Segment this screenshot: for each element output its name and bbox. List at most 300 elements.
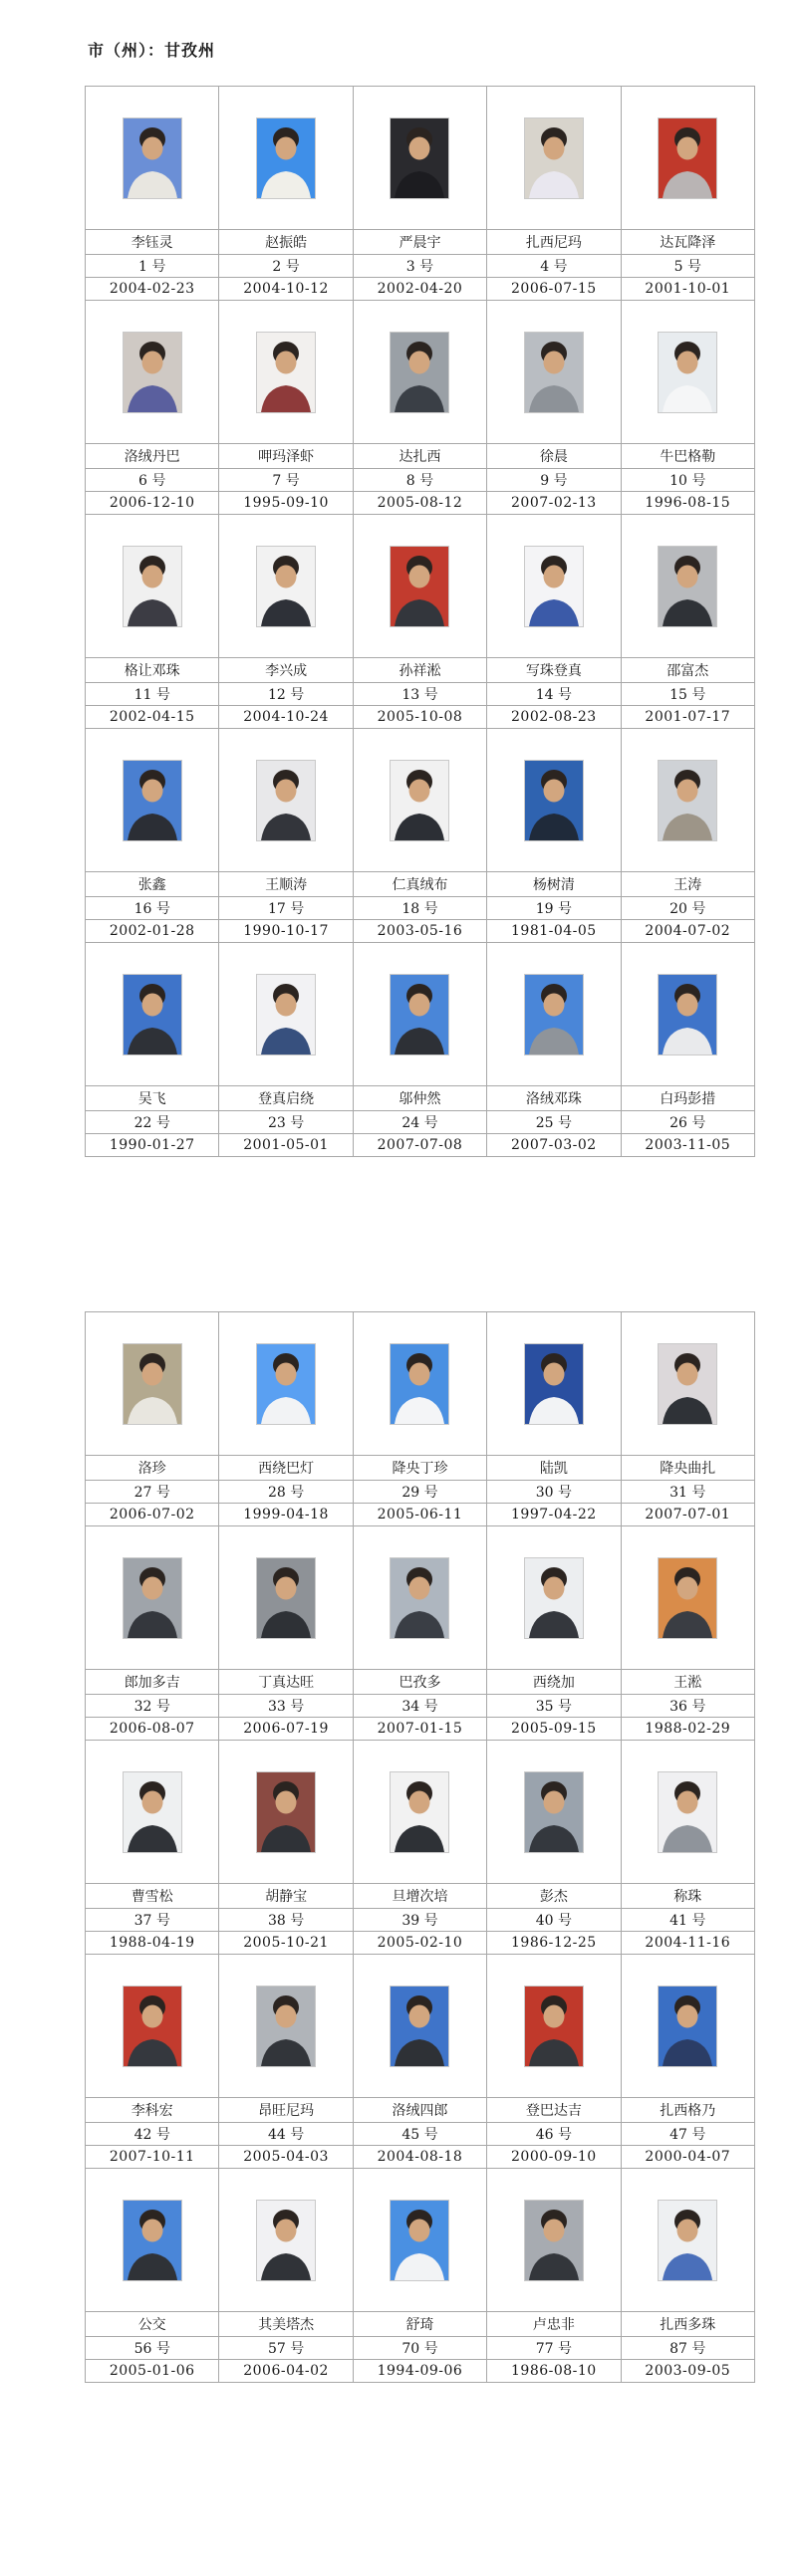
portrait-photo bbox=[123, 546, 182, 627]
person-birthdate: 1995-09-10 bbox=[219, 492, 353, 515]
person-silhouette-icon bbox=[525, 547, 583, 626]
photo-cell bbox=[353, 1955, 486, 2098]
person-number: 42 号 bbox=[86, 2123, 219, 2146]
person-name: 牛巴格勒 bbox=[621, 444, 754, 469]
person-silhouette-icon bbox=[525, 975, 583, 1054]
portrait-photo bbox=[390, 974, 449, 1055]
person-name: 写珠登真 bbox=[487, 658, 621, 683]
portrait-photo bbox=[524, 760, 584, 841]
person-silhouette-icon bbox=[525, 118, 583, 198]
person-silhouette-icon bbox=[525, 1558, 583, 1638]
person-number: 1 号 bbox=[86, 255, 219, 278]
person-silhouette-icon bbox=[124, 333, 181, 412]
person-birthdate: 2006-07-02 bbox=[86, 1504, 219, 1526]
portrait-photo bbox=[390, 546, 449, 627]
person-birthdate: 2003-11-05 bbox=[621, 1134, 754, 1157]
photo-row bbox=[86, 1312, 755, 1456]
person-birthdate: 1997-04-22 bbox=[487, 1504, 621, 1526]
person-number: 36 号 bbox=[621, 1695, 754, 1718]
name-row bbox=[86, 1456, 755, 1481]
person-birthdate: 2004-10-12 bbox=[219, 278, 353, 301]
person-name: 称珠 bbox=[621, 1884, 754, 1909]
name-row bbox=[86, 2312, 755, 2337]
portrait-photo bbox=[524, 1343, 584, 1425]
name-row bbox=[86, 1086, 755, 1111]
person-silhouette-icon bbox=[257, 2201, 315, 2280]
person-name: 赵振皓 bbox=[219, 230, 353, 255]
person-silhouette-icon bbox=[525, 1344, 583, 1424]
person-birthdate: 2004-07-02 bbox=[621, 920, 754, 943]
person-name: 呷玛泽虾 bbox=[219, 444, 353, 469]
portrait-photo bbox=[390, 1343, 449, 1425]
person-silhouette-icon bbox=[257, 1772, 315, 1852]
person-silhouette-icon bbox=[124, 547, 181, 626]
photo-row bbox=[86, 1526, 755, 1670]
photo-cell bbox=[487, 515, 621, 658]
portrait-photo bbox=[658, 974, 717, 1055]
person-silhouette-icon bbox=[391, 1772, 448, 1852]
portrait-photo bbox=[123, 1343, 182, 1425]
person-birthdate: 2001-07-17 bbox=[621, 706, 754, 729]
person-silhouette-icon bbox=[391, 1987, 448, 2066]
portrait-photo bbox=[256, 117, 316, 199]
person-name: 扎西多珠 bbox=[621, 2312, 754, 2337]
person-name: 扎西尼玛 bbox=[487, 230, 621, 255]
birthdate-row bbox=[86, 920, 755, 943]
photo-cell bbox=[487, 2169, 621, 2312]
person-name: 昂旺尼玛 bbox=[219, 2098, 353, 2123]
photo-cell bbox=[219, 729, 353, 872]
person-birthdate: 2004-10-24 bbox=[219, 706, 353, 729]
name-row bbox=[86, 230, 755, 255]
portrait-photo bbox=[256, 1986, 316, 2067]
person-silhouette-icon bbox=[659, 761, 716, 840]
person-silhouette-icon bbox=[525, 1987, 583, 2066]
person-birthdate: 2005-06-11 bbox=[353, 1504, 486, 1526]
person-silhouette-icon bbox=[659, 547, 716, 626]
person-birthdate: 2002-04-20 bbox=[353, 278, 486, 301]
person-birthdate: 2004-11-16 bbox=[621, 1932, 754, 1955]
person-number: 18 号 bbox=[353, 897, 486, 920]
person-birthdate: 1981-04-05 bbox=[487, 920, 621, 943]
portrait-photo bbox=[390, 1986, 449, 2067]
person-silhouette-icon bbox=[391, 1558, 448, 1638]
person-silhouette-icon bbox=[659, 1558, 716, 1638]
number-row bbox=[86, 255, 755, 278]
person-name: 王涛 bbox=[621, 872, 754, 897]
person-name: 西绕巴灯 bbox=[219, 1456, 353, 1481]
photo-cell bbox=[219, 1312, 353, 1456]
person-number: 40 号 bbox=[487, 1909, 621, 1932]
person-silhouette-icon bbox=[525, 761, 583, 840]
photo-row bbox=[86, 1955, 755, 2098]
portrait-photo bbox=[123, 117, 182, 199]
person-name: 丁真达旺 bbox=[219, 1670, 353, 1695]
person-birthdate: 1986-12-25 bbox=[487, 1932, 621, 1955]
person-name: 舒琦 bbox=[353, 2312, 486, 2337]
person-number: 4 号 bbox=[487, 255, 621, 278]
person-name: 格让邓珠 bbox=[86, 658, 219, 683]
photo-cell bbox=[86, 87, 219, 230]
portrait-photo bbox=[390, 760, 449, 841]
photo-cell bbox=[621, 515, 754, 658]
person-name: 张鑫 bbox=[86, 872, 219, 897]
person-silhouette-icon bbox=[525, 1772, 583, 1852]
person-silhouette-icon bbox=[659, 333, 716, 412]
photo-cell bbox=[487, 1526, 621, 1670]
person-birthdate: 2001-05-01 bbox=[219, 1134, 353, 1157]
person-number: 15 号 bbox=[621, 683, 754, 706]
portrait-photo bbox=[390, 332, 449, 413]
portrait-photo bbox=[256, 1771, 316, 1853]
person-number: 20 号 bbox=[621, 897, 754, 920]
name-row bbox=[86, 658, 755, 683]
person-number: 14 号 bbox=[487, 683, 621, 706]
person-name: 李兴成 bbox=[219, 658, 353, 683]
portrait-photo bbox=[658, 332, 717, 413]
person-birthdate: 2000-09-10 bbox=[487, 2146, 621, 2169]
person-birthdate: 1986-08-10 bbox=[487, 2360, 621, 2383]
person-number: 12 号 bbox=[219, 683, 353, 706]
person-number: 13 号 bbox=[353, 683, 486, 706]
number-row bbox=[86, 1481, 755, 1504]
portrait-photo bbox=[390, 117, 449, 199]
photo-cell bbox=[487, 1312, 621, 1456]
name-row bbox=[86, 444, 755, 469]
person-name: 登巴达吉 bbox=[487, 2098, 621, 2123]
photo-cell bbox=[353, 87, 486, 230]
person-birthdate: 2005-01-06 bbox=[86, 2360, 219, 2383]
person-name: 彭杰 bbox=[487, 1884, 621, 1909]
person-name: 吴飞 bbox=[86, 1086, 219, 1111]
photo-cell bbox=[487, 301, 621, 444]
person-number: 33 号 bbox=[219, 1695, 353, 1718]
portrait-photo bbox=[658, 117, 717, 199]
person-name: 扎西格乃 bbox=[621, 2098, 754, 2123]
person-silhouette-icon bbox=[124, 1344, 181, 1424]
birthdate-row bbox=[86, 1134, 755, 1157]
photo-row bbox=[86, 87, 755, 230]
person-birthdate: 2002-08-23 bbox=[487, 706, 621, 729]
portrait-photo bbox=[390, 1557, 449, 1639]
portrait-photo bbox=[658, 2200, 717, 2281]
person-silhouette-icon bbox=[525, 333, 583, 412]
person-name: 严晨宇 bbox=[353, 230, 486, 255]
portrait-photo bbox=[658, 1557, 717, 1639]
person-silhouette-icon bbox=[124, 118, 181, 198]
person-name: 李科宏 bbox=[86, 2098, 219, 2123]
person-number: 31 号 bbox=[621, 1481, 754, 1504]
person-silhouette-icon bbox=[391, 975, 448, 1054]
portrait-photo bbox=[524, 1771, 584, 1853]
person-name: 洛珍 bbox=[86, 1456, 219, 1481]
photo-cell bbox=[86, 515, 219, 658]
photo-row bbox=[86, 943, 755, 1086]
photo-cell bbox=[86, 943, 219, 1086]
photo-cell bbox=[621, 729, 754, 872]
number-row bbox=[86, 469, 755, 492]
number-row bbox=[86, 1909, 755, 1932]
person-birthdate: 2003-05-16 bbox=[353, 920, 486, 943]
person-number: 35 号 bbox=[487, 1695, 621, 1718]
portrait-photo bbox=[123, 2200, 182, 2281]
person-number: 47 号 bbox=[621, 2123, 754, 2146]
person-name: 邬仲然 bbox=[353, 1086, 486, 1111]
person-number: 17 号 bbox=[219, 897, 353, 920]
person-number: 38 号 bbox=[219, 1909, 353, 1932]
person-birthdate: 1990-01-27 bbox=[86, 1134, 219, 1157]
photo-cell bbox=[353, 301, 486, 444]
birthdate-row bbox=[86, 492, 755, 515]
person-name: 旦增次培 bbox=[353, 1884, 486, 1909]
person-number: 29 号 bbox=[353, 1481, 486, 1504]
photo-cell bbox=[353, 515, 486, 658]
person-birthdate: 2002-01-28 bbox=[86, 920, 219, 943]
number-row bbox=[86, 2123, 755, 2146]
person-birthdate: 2007-02-13 bbox=[487, 492, 621, 515]
person-number: 22 号 bbox=[86, 1111, 219, 1134]
person-silhouette-icon bbox=[124, 1772, 181, 1852]
person-number: 16 号 bbox=[86, 897, 219, 920]
person-name: 卢忠非 bbox=[487, 2312, 621, 2337]
person-name: 巴孜多 bbox=[353, 1670, 486, 1695]
person-number: 41 号 bbox=[621, 1909, 754, 1932]
photo-cell bbox=[353, 943, 486, 1086]
person-birthdate: 2006-07-19 bbox=[219, 1718, 353, 1741]
portrait-photo bbox=[256, 332, 316, 413]
person-number: 7 号 bbox=[219, 469, 353, 492]
person-birthdate: 1990-10-17 bbox=[219, 920, 353, 943]
portrait-photo bbox=[256, 974, 316, 1055]
person-number: 3 号 bbox=[353, 255, 486, 278]
person-silhouette-icon bbox=[257, 118, 315, 198]
photo-cell bbox=[219, 1741, 353, 1884]
person-silhouette-icon bbox=[124, 761, 181, 840]
portrait-photo bbox=[658, 1343, 717, 1425]
person-name: 达瓦降泽 bbox=[621, 230, 754, 255]
person-number: 26 号 bbox=[621, 1111, 754, 1134]
birthdate-row bbox=[86, 1504, 755, 1526]
birthdate-row bbox=[86, 2360, 755, 2383]
person-birthdate: 2002-04-15 bbox=[86, 706, 219, 729]
number-row bbox=[86, 1111, 755, 1134]
photo-cell bbox=[219, 943, 353, 1086]
photo-cell bbox=[621, 943, 754, 1086]
portrait-photo bbox=[123, 1557, 182, 1639]
portrait-photo bbox=[524, 546, 584, 627]
person-silhouette-icon bbox=[257, 1987, 315, 2066]
person-silhouette-icon bbox=[391, 333, 448, 412]
person-silhouette-icon bbox=[391, 1344, 448, 1424]
person-birthdate: 1988-04-19 bbox=[86, 1932, 219, 1955]
person-name: 郎加多吉 bbox=[86, 1670, 219, 1695]
person-birthdate: 1988-02-29 bbox=[621, 1718, 754, 1741]
person-silhouette-icon bbox=[659, 1772, 716, 1852]
person-number: 8 号 bbox=[353, 469, 486, 492]
person-birthdate: 2005-10-21 bbox=[219, 1932, 353, 1955]
person-birthdate: 2005-02-10 bbox=[353, 1932, 486, 1955]
person-birthdate: 1999-04-18 bbox=[219, 1504, 353, 1526]
person-birthdate: 2001-10-01 bbox=[621, 278, 754, 301]
person-silhouette-icon bbox=[659, 1987, 716, 2066]
person-name: 公交 bbox=[86, 2312, 219, 2337]
photo-cell bbox=[86, 2169, 219, 2312]
photo-cell bbox=[219, 1955, 353, 2098]
person-name: 徐晨 bbox=[487, 444, 621, 469]
birthdate-row bbox=[86, 278, 755, 301]
birthdate-row bbox=[86, 1718, 755, 1741]
birthdate-row bbox=[86, 1932, 755, 1955]
portrait-photo bbox=[123, 332, 182, 413]
photo-row bbox=[86, 301, 755, 444]
person-number: 9 号 bbox=[487, 469, 621, 492]
portrait-photo bbox=[390, 1771, 449, 1853]
photo-cell bbox=[219, 515, 353, 658]
photo-cell bbox=[487, 943, 621, 1086]
roster-table-1 bbox=[85, 86, 755, 1157]
person-silhouette-icon bbox=[124, 975, 181, 1054]
photo-cell bbox=[621, 87, 754, 230]
photo-cell bbox=[487, 1955, 621, 2098]
person-number: 56 号 bbox=[86, 2337, 219, 2360]
person-number: 24 号 bbox=[353, 1111, 486, 1134]
page-title: 市（州）：甘孜州 bbox=[88, 41, 216, 60]
person-name: 洛绒丹巴 bbox=[86, 444, 219, 469]
portrait-photo bbox=[256, 1343, 316, 1425]
person-silhouette-icon bbox=[257, 547, 315, 626]
portrait-photo bbox=[256, 760, 316, 841]
person-name: 洛绒四郎 bbox=[353, 2098, 486, 2123]
person-silhouette-icon bbox=[391, 2201, 448, 2280]
person-silhouette-icon bbox=[257, 1558, 315, 1638]
person-number: 44 号 bbox=[219, 2123, 353, 2146]
name-row bbox=[86, 1670, 755, 1695]
portrait-photo bbox=[256, 1557, 316, 1639]
person-silhouette-icon bbox=[124, 1987, 181, 2066]
photo-row bbox=[86, 1741, 755, 1884]
photo-cell bbox=[621, 1955, 754, 2098]
photo-cell bbox=[86, 1312, 219, 1456]
person-silhouette-icon bbox=[257, 1344, 315, 1424]
portrait-photo bbox=[123, 1771, 182, 1853]
person-birthdate: 2004-08-18 bbox=[353, 2146, 486, 2169]
person-number: 45 号 bbox=[353, 2123, 486, 2146]
person-birthdate: 2006-07-15 bbox=[487, 278, 621, 301]
person-silhouette-icon bbox=[124, 2201, 181, 2280]
photo-cell bbox=[621, 301, 754, 444]
birthdate-row bbox=[86, 2146, 755, 2169]
portrait-photo bbox=[524, 974, 584, 1055]
portrait-photo bbox=[256, 2200, 316, 2281]
person-birthdate: 1996-08-15 bbox=[621, 492, 754, 515]
birthdate-row bbox=[86, 706, 755, 729]
number-row bbox=[86, 1695, 755, 1718]
photo-cell bbox=[487, 87, 621, 230]
photo-cell bbox=[353, 1741, 486, 1884]
portrait-photo bbox=[524, 332, 584, 413]
person-name: 登真启绕 bbox=[219, 1086, 353, 1111]
person-name: 杨树清 bbox=[487, 872, 621, 897]
person-silhouette-icon bbox=[525, 2201, 583, 2280]
person-name: 白玛彭措 bbox=[621, 1086, 754, 1111]
person-number: 5 号 bbox=[621, 255, 754, 278]
person-birthdate: 2005-08-12 bbox=[353, 492, 486, 515]
photo-cell bbox=[86, 301, 219, 444]
portrait-photo bbox=[524, 1986, 584, 2067]
name-row bbox=[86, 2098, 755, 2123]
person-silhouette-icon bbox=[659, 2201, 716, 2280]
person-number: 77 号 bbox=[487, 2337, 621, 2360]
portrait-photo bbox=[658, 1771, 717, 1853]
person-number: 11 号 bbox=[86, 683, 219, 706]
person-silhouette-icon bbox=[257, 333, 315, 412]
person-number: 23 号 bbox=[219, 1111, 353, 1134]
person-name: 其美塔杰 bbox=[219, 2312, 353, 2337]
person-name: 邵富杰 bbox=[621, 658, 754, 683]
person-number: 46 号 bbox=[487, 2123, 621, 2146]
person-number: 6 号 bbox=[86, 469, 219, 492]
person-birthdate: 2005-04-03 bbox=[219, 2146, 353, 2169]
photo-cell bbox=[86, 1526, 219, 1670]
person-silhouette-icon bbox=[257, 761, 315, 840]
photo-cell bbox=[621, 2169, 754, 2312]
person-number: 70 号 bbox=[353, 2337, 486, 2360]
person-birthdate: 2007-10-11 bbox=[86, 2146, 219, 2169]
person-number: 28 号 bbox=[219, 1481, 353, 1504]
roster-table-2 bbox=[85, 1311, 755, 2383]
photo-cell bbox=[219, 2169, 353, 2312]
photo-cell bbox=[621, 1312, 754, 1456]
person-silhouette-icon bbox=[391, 118, 448, 198]
photo-row bbox=[86, 515, 755, 658]
portrait-photo bbox=[658, 1986, 717, 2067]
person-number: 57 号 bbox=[219, 2337, 353, 2360]
photo-row bbox=[86, 729, 755, 872]
person-name: 降央曲扎 bbox=[621, 1456, 754, 1481]
person-silhouette-icon bbox=[391, 547, 448, 626]
name-row bbox=[86, 1884, 755, 1909]
photo-cell bbox=[86, 1955, 219, 2098]
person-birthdate: 2007-01-15 bbox=[353, 1718, 486, 1741]
person-number: 37 号 bbox=[86, 1909, 219, 1932]
portrait-photo bbox=[658, 760, 717, 841]
number-row bbox=[86, 683, 755, 706]
person-silhouette-icon bbox=[257, 975, 315, 1054]
person-name: 胡静宝 bbox=[219, 1884, 353, 1909]
photo-cell bbox=[353, 1312, 486, 1456]
photo-cell bbox=[86, 729, 219, 872]
person-name: 陆凯 bbox=[487, 1456, 621, 1481]
photo-cell bbox=[219, 301, 353, 444]
person-name: 李钰灵 bbox=[86, 230, 219, 255]
person-number: 19 号 bbox=[487, 897, 621, 920]
person-name: 仁真绒布 bbox=[353, 872, 486, 897]
number-row bbox=[86, 897, 755, 920]
portrait-photo bbox=[123, 760, 182, 841]
photo-cell bbox=[86, 1741, 219, 1884]
person-silhouette-icon bbox=[659, 975, 716, 1054]
person-name: 王顺涛 bbox=[219, 872, 353, 897]
person-birthdate: 2004-02-23 bbox=[86, 278, 219, 301]
person-name: 洛绒邓珠 bbox=[487, 1086, 621, 1111]
person-number: 30 号 bbox=[487, 1481, 621, 1504]
person-number: 27 号 bbox=[86, 1481, 219, 1504]
person-birthdate: 2000-04-07 bbox=[621, 2146, 754, 2169]
person-number: 25 号 bbox=[487, 1111, 621, 1134]
photo-cell bbox=[219, 1526, 353, 1670]
photo-cell bbox=[621, 1526, 754, 1670]
portrait-photo bbox=[390, 2200, 449, 2281]
